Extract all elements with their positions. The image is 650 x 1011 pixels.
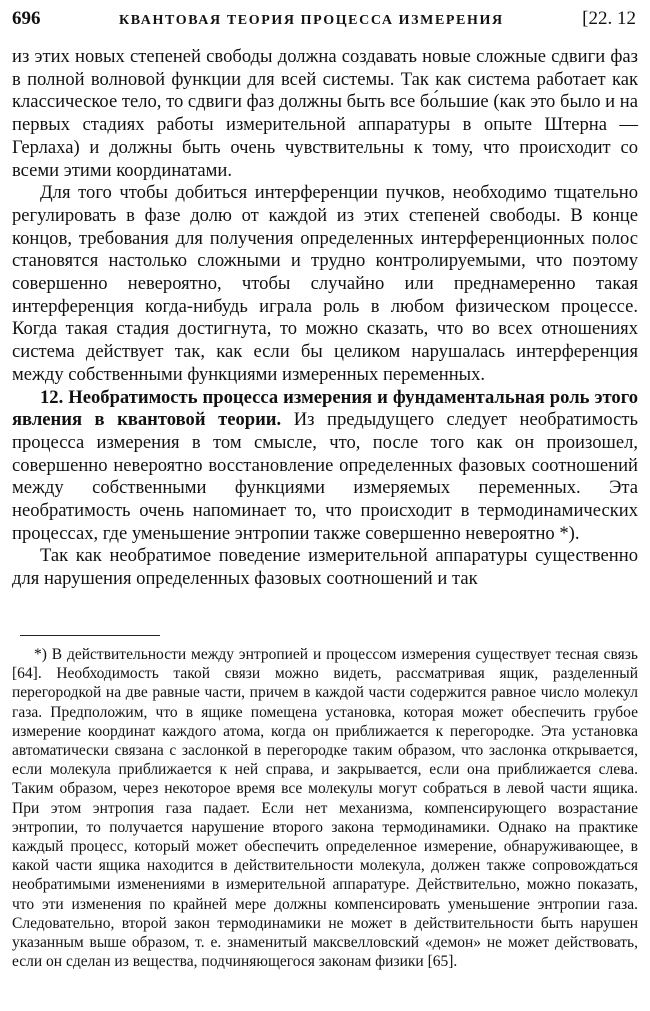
paragraph-section-12 xyxy=(12,387,638,546)
footnote-divider xyxy=(20,635,160,636)
page-header xyxy=(12,8,636,34)
section-reference: [22. 12 xyxy=(582,8,636,29)
paragraph-irreversibility: Из предыдущего следует необратимость процесса измерения в том смысле, что, после того как он произошел, совершенно невероятно восстановление определенных фазовых соотношений между собственными функциями измеряемых переменных. Эта необратимость очень напоминает то, что происходит в термодинамических процессах, где уменьшение энтропии также совершенно невероятно *). xyxy=(12,409,638,544)
paragraph-continued: из этих новых степеней свободы должна создавать новые сложные сдвиги фаз в полной волновой функции для всей системы. Так как система работает как классическое тело, то сдвиги фаз должны быть все бо́льшие (как это было и на первых стадиях работы измерительной аппаратуры в опыте Штерна — Герлаха) и должны быть очень чувствительны к тому, что происходит со всеми этими координатами. xyxy=(12,46,638,181)
paragraph-final: Так как необратимое поведение измерительной аппаратуры существенно для нарушения определенных фазовых соотношений и так xyxy=(12,545,638,590)
paragraph-interference: Для того чтобы добиться интерференции пучков, необходимо тщательно регулировать в фазе долю от каждой из этих степеней свободы. В конце концов, требования для получения определенных интерференционных полос становятся настолько сложными и трудно контролируемыми, что поэтому совершенно невероятно, чтобы случайно или преднамеренно такая интерференция когда-нибудь играла роль в любом физическом процессе. Когда такая стадия достигнута, то можно сказать, что во всех отношениях система действует так, как если бы целиком нарушалась интерференция между собственными функциями измеренных переменных. xyxy=(12,182,638,385)
running-title: КВАНТОВАЯ ТЕОРИЯ ПРОЦЕССА ИЗМЕРЕНИЯ xyxy=(119,13,504,28)
main-text xyxy=(12,46,638,591)
footnote: *) В действительности между энтропией и процессом измерения существует тесная связь [64]. Необходимость такой связи можно видеть, рассматривая ящик, разделенный перегородкой на две равные части, причем в каждой части содержится равное число молекул газа. Предположим, что в ящике помещена установка, которая может обеспечить грубое измерение координат каждого атома, когда он приближается к перегородке. Эта установка автоматически связана с заслонкой в перегородке таким образом, что заслонка открывается, если молекула приближается к ней справа, и закрывается, если она приближается слева. Таким образом, через некоторое время все молекулы могут собраться в левой части ящика. При этом энтропия газа падает. Если нет механизма, компенсирующего возрастание энтропии, то получается нарушение второго закона термодинамики. Однако на практике каждый процесс, который может обеспечить определенное измерение, обнаруживающее, в какой части ящика находится в действительности молекула, должен также сопровождаться необратимыми изменениями в измерительной аппаратуре. Действительно, можно показать, что эти изменения по крайней мере должны компенсировать уменьшение энтропии газа. Следовательно, второй закон термодинамики не может в действительности быть нарушен указанным выше образом, т. е. знаменитый максвелловский «демон» не может действовать, если он сделан из вещества, подчиняющегося законам физики [65]. xyxy=(12,646,638,971)
page-number: 696 xyxy=(12,8,41,29)
section-heading: 12. Необратимость процесса измерения и фундаментальная роль этого явления в квантовой теории. xyxy=(12,386,638,431)
